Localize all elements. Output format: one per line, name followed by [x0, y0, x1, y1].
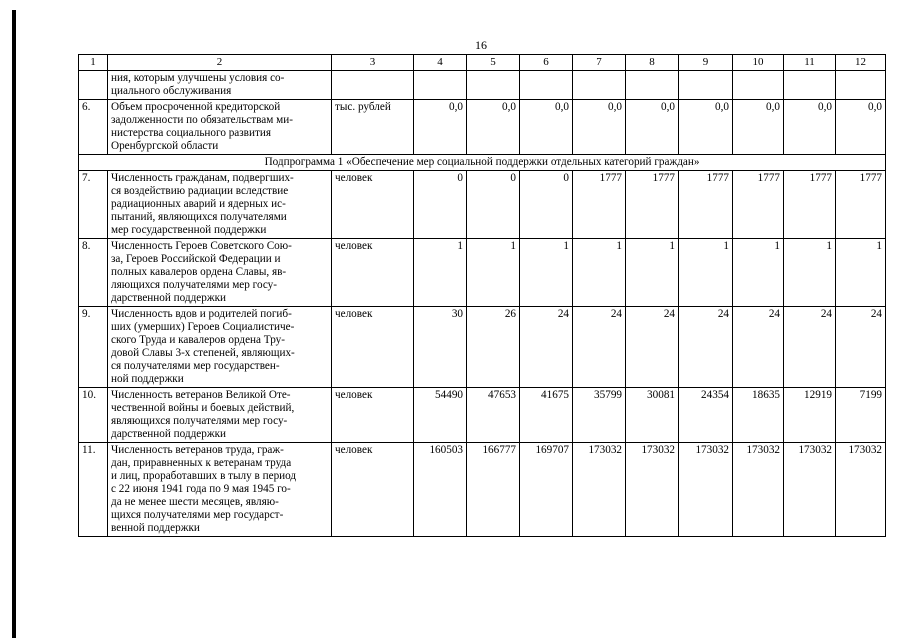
value-cell: 24	[626, 307, 679, 388]
value-cell: 24	[520, 307, 573, 388]
indicator-name-cell: Численность ветеранов Великой Оте- чественной войны и боевых действий, являющихся получателями мер госу- дарственной поддержки	[108, 388, 332, 443]
column-number-row	[79, 55, 886, 71]
indicator-name-cell: Объем просроченной кредиторской задолженности по обязательствам ми- нистерства социального развития Оренбургской области	[108, 100, 332, 155]
column-number-cell: 4	[414, 55, 467, 71]
value-cell: 0,0	[467, 100, 520, 155]
unit-cell: человек	[332, 307, 414, 388]
value-cell: 0,0	[784, 100, 836, 155]
subprogram-row	[79, 155, 886, 171]
value-cell: 1777	[573, 171, 626, 239]
row-number-cell: 9.	[79, 307, 108, 388]
value-cell: 24	[836, 307, 886, 388]
subprogram-title: Подпрограмма 1 «Обеспечение мер социальной поддержки отдельных категорий граждан»	[79, 155, 886, 171]
value-cell: 1	[626, 239, 679, 307]
value-cell: 24	[679, 307, 733, 388]
value-cell: 24354	[679, 388, 733, 443]
unit-cell: человек	[332, 443, 414, 537]
indicators-table	[78, 54, 886, 537]
value-cell: 24	[733, 307, 784, 388]
table-row	[79, 443, 886, 537]
value-cell: 41675	[520, 388, 573, 443]
table-row	[79, 307, 886, 388]
column-number-cell: 12	[836, 55, 886, 71]
value-cell: 1777	[836, 171, 886, 239]
column-number-cell: 2	[108, 55, 332, 71]
value-cell: 24	[573, 307, 626, 388]
unit-cell: человек	[332, 239, 414, 307]
value-cell: 0,0	[836, 100, 886, 155]
column-number-cell: 8	[626, 55, 679, 71]
value-cell: 0,0	[414, 100, 467, 155]
value-cell: 0	[520, 171, 573, 239]
value-cell: 18635	[733, 388, 784, 443]
column-number-cell: 3	[332, 55, 414, 71]
value-cell: 0,0	[733, 100, 784, 155]
column-number-cell: 10	[733, 55, 784, 71]
value-cell: 1	[573, 239, 626, 307]
table-row	[79, 100, 886, 155]
value-cell: 173032	[573, 443, 626, 537]
row-number-cell: 8.	[79, 239, 108, 307]
row-number-cell: 10.	[79, 388, 108, 443]
indicator-name-cell: Численность гражданам, подвергших- ся воздействию радиации вследствие радиационных аварий и ядерных ис- пытаний, являющихся получателями мер государственной поддержки	[108, 171, 332, 239]
column-number-cell: 7	[573, 55, 626, 71]
value-cell: 12919	[784, 388, 836, 443]
indicator-name-cell: Численность вдов и родителей погиб- ших (умерших) Героев Социалистиче- ского Труда и кавалеров ордена Тру- довой Славы 3-х степеней, являющих- ся получателями мер государствен- ной поддержки	[108, 307, 332, 388]
value-cell: 54490	[414, 388, 467, 443]
value-cell: 169707	[520, 443, 573, 537]
value-cell: 166777	[467, 443, 520, 537]
value-cell: 30	[414, 307, 467, 388]
value-cell: 0	[414, 171, 467, 239]
value-cell: 1	[733, 239, 784, 307]
value-cell: 1777	[626, 171, 679, 239]
row-number-cell: 6.	[79, 100, 108, 155]
value-cell: 1	[679, 239, 733, 307]
value-cell: 26	[467, 307, 520, 388]
value-cell: 30081	[626, 388, 679, 443]
value-cell: 173032	[836, 443, 886, 537]
value-cell: 1777	[679, 171, 733, 239]
value-cell: 0	[467, 171, 520, 239]
value-cell: 1	[467, 239, 520, 307]
page-edge-bar	[12, 10, 16, 638]
table-row	[79, 388, 886, 443]
column-number-cell: 1	[79, 55, 108, 71]
column-number-cell: 5	[467, 55, 520, 71]
unit-cell: человек	[332, 388, 414, 443]
indicator-name-cell: Численность ветеранов труда, граж- дан, приравненных к ветеранам труда и лиц, проработавших в тылу в период с 22 июня 1941 года по 9 мая 1945 го- да не менее шести месяцев, являю- щихся получателями мер государст- венной поддержки	[108, 443, 332, 537]
table-row	[79, 239, 886, 307]
value-cell: 0,0	[679, 100, 733, 155]
column-number-cell: 9	[679, 55, 733, 71]
value-cell: 1	[836, 239, 886, 307]
value-cell: 1	[414, 239, 467, 307]
value-cell: 47653	[467, 388, 520, 443]
value-cell: 0,0	[520, 100, 573, 155]
value-cell: 1777	[784, 171, 836, 239]
indicator-name-cell: Численность Героев Советского Сою- за, Героев Российской Федерации и полных кавалеров ордена Славы, яв- ляющихся получателями мер госу- дарственной поддержки	[108, 239, 332, 307]
value-cell: 0,0	[626, 100, 679, 155]
value-cell: 173032	[733, 443, 784, 537]
column-number-cell: 11	[784, 55, 836, 71]
unit-cell: тыс. рублей	[332, 100, 414, 155]
row-number-cell: 7.	[79, 171, 108, 239]
value-cell: 1777	[733, 171, 784, 239]
page-number: 16	[475, 38, 487, 52]
value-cell: 35799	[573, 388, 626, 443]
value-cell: 24	[784, 307, 836, 388]
continuation-row	[79, 71, 886, 100]
value-cell: 0,0	[573, 100, 626, 155]
value-cell: 173032	[626, 443, 679, 537]
table-row	[79, 171, 886, 239]
indicator-name-cell: ния, которым улучшены условия со- циального обслуживания	[108, 71, 332, 100]
value-cell: 173032	[784, 443, 836, 537]
column-number-cell: 6	[520, 55, 573, 71]
value-cell: 160503	[414, 443, 467, 537]
unit-cell: человек	[332, 171, 414, 239]
value-cell: 7199	[836, 388, 886, 443]
value-cell: 173032	[679, 443, 733, 537]
row-number-cell: 11.	[79, 443, 108, 537]
value-cell: 1	[784, 239, 836, 307]
value-cell: 1	[520, 239, 573, 307]
row-number-cell	[79, 71, 108, 100]
unit-cell	[332, 71, 414, 100]
